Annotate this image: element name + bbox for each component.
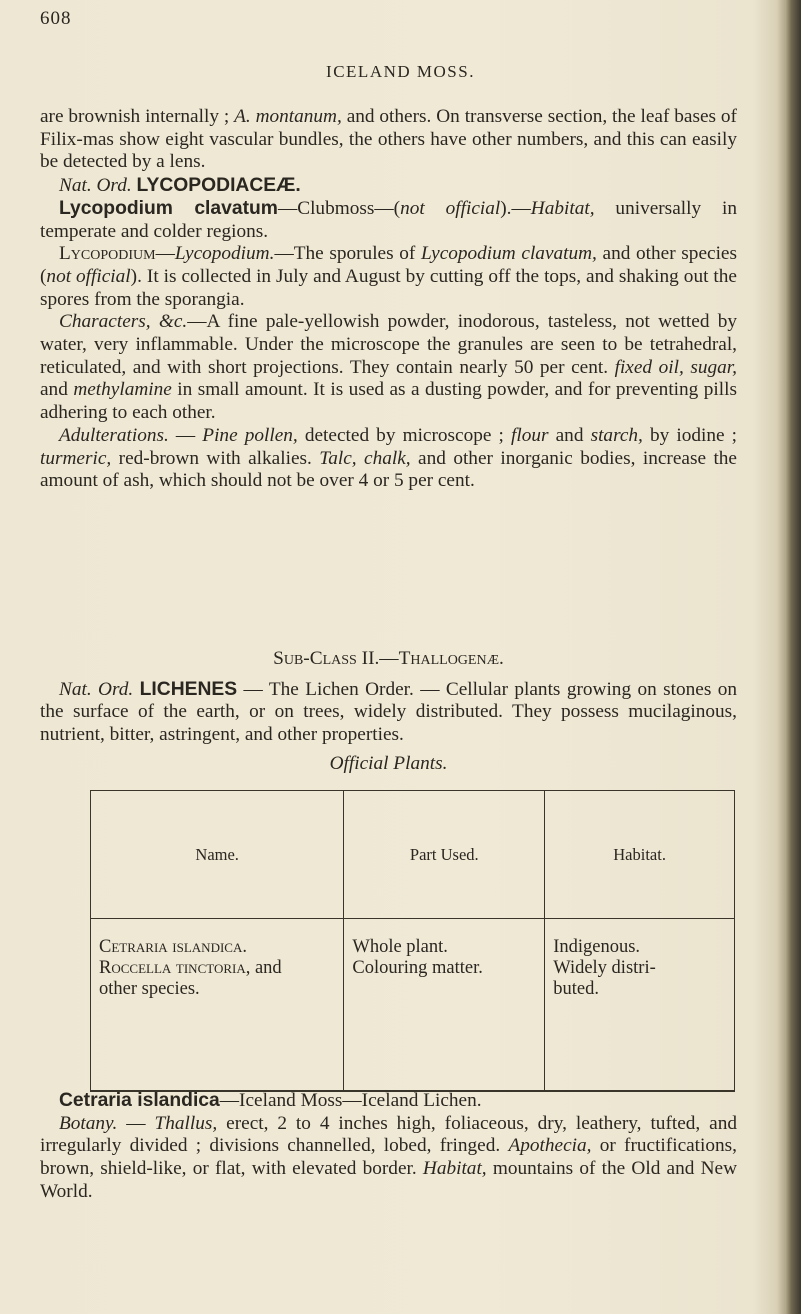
cell-line: Widely distri- <box>553 958 656 978</box>
heading-lycopodiaceae: Nat. Ord. LYCOPODIACEÆ. <box>59 175 301 197</box>
page-number: 608 <box>40 8 72 29</box>
column-header-habitat: Habitat. <box>545 791 735 919</box>
cell-line: other species. <box>99 979 200 999</box>
running-head: ICELAND MOSS. <box>326 62 475 81</box>
text-block-lichens <box>40 648 737 776</box>
paragraph-botany: Botany. — Thallus, erect, 2 to 4 inches high, foliaceous, dry, leathery, tufted, and irregularly divided ; divisions channelled, lobed, fringed. Apothecia, or fructifications, brown, shield-like, or flat, with elevated border. Habitat, mountains of the Old and New World. <box>40 1112 738 1202</box>
cell-line: Indigenous. <box>553 937 641 957</box>
paragraph-adulterations: Adulterations. — Pine pollen, detected by microscope ; flour and starch, by iodine ; turmeric, red-brown with alkalies. Talc, chalk, and other inorganic bodies, increase the amount of ash, which should not be over 4 or 5 per cent. <box>40 424 738 492</box>
cell-line: Cetraria islandica. <box>99 937 247 957</box>
paragraph-lycopodium-drug: Lycopodium—Lycopodium.—The sporules of Lycopodium clavatum, and other species (not official). It is collected in July and August by cutting off the tops, and shaking out the spores from the sporangia. <box>40 243 737 310</box>
table-header-row <box>91 791 735 919</box>
paragraph-lichenes: Nat. Ord. LICHENES — The Lichen Order. — Cellular plants growing on stones on the surface of the earth, or on trees, widely distributed. They possess mucilaginous, nutrient, bitter, astringent, and other properties. <box>40 678 738 746</box>
paragraph-cetraria: Cetraria islandica—Iceland Moss—Iceland Lichen. <box>59 1090 482 1111</box>
text-block-upper <box>40 106 737 493</box>
column-header-name: Name. <box>91 791 344 919</box>
text-block-cetraria <box>40 1090 737 1204</box>
paragraph-filix: are brownish internally ; A. montanum, and others. On transverse section, the leaf bases of Filix-mas show eight vascular bundles, the others have other numbers, and this can easily be detected by a lens. <box>40 106 737 173</box>
cell-line: buted. <box>553 979 599 999</box>
page-edge-shadow <box>785 0 801 1314</box>
cell-name <box>91 919 344 1091</box>
table-row <box>91 919 735 1091</box>
official-plants-heading: Official Plants. <box>329 752 448 774</box>
cell-part-used <box>344 919 545 1091</box>
paragraph-lycopodium-clavatum: Lycopodium clavatum—Clubmoss—(not official).—Habitat, universally in temperate and colder regions. <box>40 197 737 242</box>
cell-line: Roccella tinctoria, and <box>99 958 282 978</box>
official-plants-table <box>90 790 735 1092</box>
paragraph-characters: Characters, &c.—A fine pale-yellowish powder, inodorous, tasteless, not wetted by water, very inflammable. Under the microscope the granules are seen to be tetrahedral, reticulated, and with short projections. They contain nearly 50 per cent. fixed oil, sugar, and methylamine in small amount. It is used as a dusting powder, and for preventing pills adhering to each other. <box>40 311 737 424</box>
column-header-part-used: Part Used. <box>344 791 545 919</box>
cell-line: Colouring matter. <box>352 958 483 978</box>
cell-habitat <box>545 919 735 1091</box>
cell-line: Whole plant. <box>352 937 448 957</box>
subclass-heading: Sub-Class II.—Thallogenæ. <box>273 648 504 669</box>
